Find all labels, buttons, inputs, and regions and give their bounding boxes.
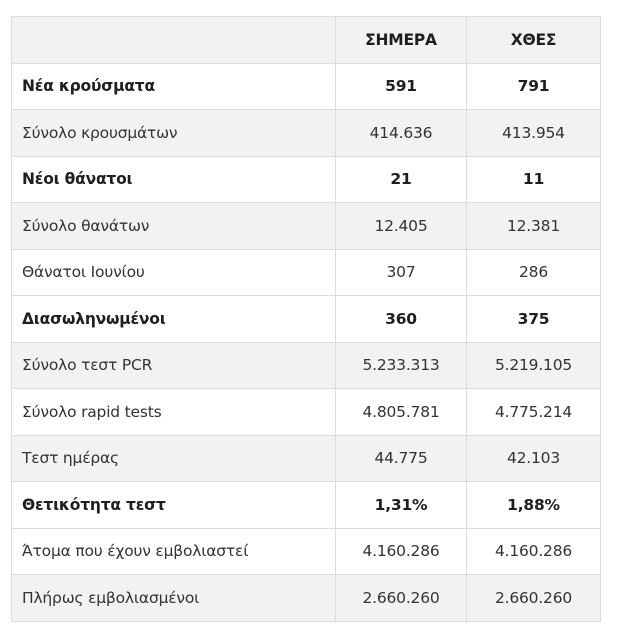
table-row bbox=[12, 482, 601, 529]
table-row bbox=[12, 249, 601, 296]
row-label: Νέοι θάνατοι bbox=[12, 156, 336, 203]
row-label: Τεστ ημέρας bbox=[12, 435, 336, 482]
row-label: Σύνολο rapid tests bbox=[12, 389, 336, 436]
table-row bbox=[12, 528, 601, 575]
table-row bbox=[12, 342, 601, 389]
row-yesterday-value: 375 bbox=[467, 296, 601, 343]
row-today-value: 307 bbox=[336, 249, 467, 296]
row-label: Πλήρως εμβολιασμένοι bbox=[12, 575, 336, 622]
row-yesterday-value: 286 bbox=[467, 249, 601, 296]
covid-stats-table bbox=[11, 16, 601, 622]
row-yesterday-value: 1,88% bbox=[467, 482, 601, 529]
table-row bbox=[12, 389, 601, 436]
row-yesterday-value: 4.775.214 bbox=[467, 389, 601, 436]
table-body bbox=[12, 63, 601, 621]
row-yesterday-value: 791 bbox=[467, 63, 601, 110]
row-yesterday-value: 413.954 bbox=[467, 110, 601, 157]
table-row bbox=[12, 110, 601, 157]
header-yesterday: ΧΘΕΣ bbox=[467, 17, 601, 64]
header-today: ΣΗΜΕΡΑ bbox=[336, 17, 467, 64]
row-label: Θετικότητα τεστ bbox=[12, 482, 336, 529]
row-today-value: 4.160.286 bbox=[336, 528, 467, 575]
header-label-cell bbox=[12, 17, 336, 64]
row-yesterday-value: 2.660.260 bbox=[467, 575, 601, 622]
row-today-value: 2.660.260 bbox=[336, 575, 467, 622]
row-today-value: 360 bbox=[336, 296, 467, 343]
row-today-value: 591 bbox=[336, 63, 467, 110]
row-label: Θάνατοι Ιουνίου bbox=[12, 249, 336, 296]
row-yesterday-value: 42.103 bbox=[467, 435, 601, 482]
row-today-value: 5.233.313 bbox=[336, 342, 467, 389]
table-row bbox=[12, 575, 601, 622]
row-yesterday-value: 11 bbox=[467, 156, 601, 203]
row-today-value: 4.805.781 bbox=[336, 389, 467, 436]
row-today-value: 1,31% bbox=[336, 482, 467, 529]
row-label: Σύνολο θανάτων bbox=[12, 203, 336, 250]
row-today-value: 44.775 bbox=[336, 435, 467, 482]
row-today-value: 414.636 bbox=[336, 110, 467, 157]
row-label: Σύνολο κρουσμάτων bbox=[12, 110, 336, 157]
row-yesterday-value: 5.219.105 bbox=[467, 342, 601, 389]
row-today-value: 12.405 bbox=[336, 203, 467, 250]
table-row bbox=[12, 156, 601, 203]
row-yesterday-value: 4.160.286 bbox=[467, 528, 601, 575]
table-row bbox=[12, 203, 601, 250]
row-label: Άτομα που έχουν εμβολιαστεί bbox=[12, 528, 336, 575]
row-label: Διασωληνωμένοι bbox=[12, 296, 336, 343]
row-label: Σύνολο τεστ PCR bbox=[12, 342, 336, 389]
table-row bbox=[12, 63, 601, 110]
table-row bbox=[12, 435, 601, 482]
table-header-row bbox=[12, 17, 601, 64]
table-row bbox=[12, 296, 601, 343]
row-today-value: 21 bbox=[336, 156, 467, 203]
row-yesterday-value: 12.381 bbox=[467, 203, 601, 250]
row-label: Νέα κρούσματα bbox=[12, 63, 336, 110]
